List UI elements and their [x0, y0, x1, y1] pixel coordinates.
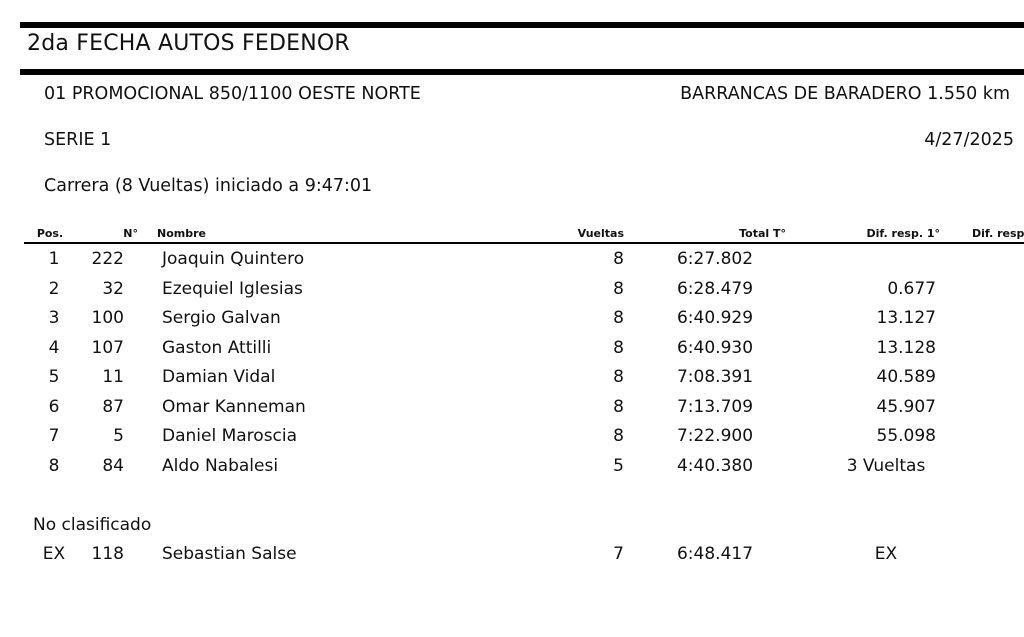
cell-dif1: 40.589 — [876, 367, 936, 387]
cell-pos: 5 — [48, 367, 60, 387]
series-label: SERIE 1 — [44, 130, 112, 150]
cell-dif1: 55.098 — [876, 426, 936, 446]
header-rule — [24, 242, 1024, 244]
cell-name: Damian Vidal — [162, 367, 276, 387]
cell-pos: 7 — [48, 426, 60, 446]
cell-laps: 8 — [613, 308, 624, 328]
cell-name: Sebastian Salse — [162, 544, 297, 564]
cell-laps: 8 — [613, 249, 624, 269]
date-label: 4/27/2025 — [924, 130, 1014, 150]
cell-name: Joaquin Quintero — [162, 249, 305, 269]
cell-total: 4:40.380 — [676, 455, 754, 476]
cell-dif1: EX — [874, 544, 898, 564]
cell-total: 7:13.709 — [676, 396, 754, 417]
cell-pos: 4 — [48, 337, 60, 358]
cell-name: Daniel Maroscia — [162, 426, 298, 446]
cell-pos: 8 — [48, 455, 60, 476]
venue-label: BARRANCAS DE BARADERO 1.550 km — [680, 84, 1010, 104]
cell-num: 107 — [91, 337, 124, 358]
cell-num: 118 — [91, 544, 124, 564]
category-label: 01 PROMOCIONAL 850/1100 OESTE NORTE — [44, 84, 421, 104]
cell-pos: 6 — [48, 396, 60, 417]
cell-num: 11 — [102, 367, 124, 387]
cell-dif1: 13.128 — [876, 337, 936, 358]
cell-total: 6:27.802 — [676, 249, 754, 269]
cell-name: Aldo Nabalesi — [162, 455, 279, 476]
cell-total: 6:28.479 — [676, 278, 754, 299]
cell-total: 6:40.930 — [676, 337, 754, 358]
cell-num: 222 — [91, 249, 124, 269]
cell-total: 7:08.391 — [676, 367, 754, 387]
cell-total: 6:48.417 — [676, 544, 754, 564]
title-rule — [20, 69, 1024, 75]
cell-num: 100 — [91, 308, 124, 328]
cell-laps: 8 — [613, 426, 624, 446]
cell-laps: 8 — [613, 278, 624, 299]
cell-dif1: 3 Vueltas — [846, 455, 926, 476]
cell-num: 5 — [113, 426, 124, 446]
col-header-difprev: Dif. resp — [972, 227, 1024, 240]
col-header-dif1: Dif. resp. 1° — [866, 227, 940, 240]
top-rule — [20, 22, 1024, 28]
cell-pos: 2 — [48, 278, 60, 299]
cell-pos: EX — [42, 544, 66, 564]
cell-name: Omar Kanneman — [162, 396, 306, 417]
cell-laps: 5 — [613, 455, 624, 476]
page-title: 2da FECHA AUTOS FEDENOR — [27, 31, 350, 56]
cell-pos: 3 — [48, 308, 60, 328]
cell-dif1: 0.677 — [887, 278, 936, 299]
cell-total: 6:40.929 — [676, 308, 754, 328]
cell-laps: 8 — [613, 367, 624, 387]
cell-num: 84 — [102, 455, 124, 476]
col-header-total: Total T° — [739, 227, 786, 240]
col-header-pos: Pos. — [36, 227, 64, 240]
col-header-num: N° — [123, 227, 138, 240]
cell-dif1: 13.127 — [876, 308, 936, 328]
cell-name: Sergio Galvan — [162, 308, 281, 328]
cell-dif1: 45.907 — [876, 396, 936, 417]
col-header-laps: Vueltas — [577, 227, 624, 240]
cell-total: 7:22.900 — [676, 426, 754, 446]
cell-name: Ezequiel Iglesias — [162, 278, 303, 299]
not-classified-label: No clasificado — [33, 515, 152, 535]
cell-name: Gaston Attilli — [162, 337, 272, 358]
cell-pos: 1 — [48, 249, 60, 269]
cell-num: 32 — [102, 278, 124, 299]
cell-laps: 8 — [613, 396, 624, 417]
cell-laps: 8 — [613, 337, 624, 358]
cell-num: 87 — [102, 396, 124, 417]
col-header-name: Nombre — [157, 227, 206, 240]
cell-laps: 7 — [613, 544, 624, 564]
race-info: Carrera (8 Vueltas) iniciado a 9:47:01 — [44, 176, 373, 196]
